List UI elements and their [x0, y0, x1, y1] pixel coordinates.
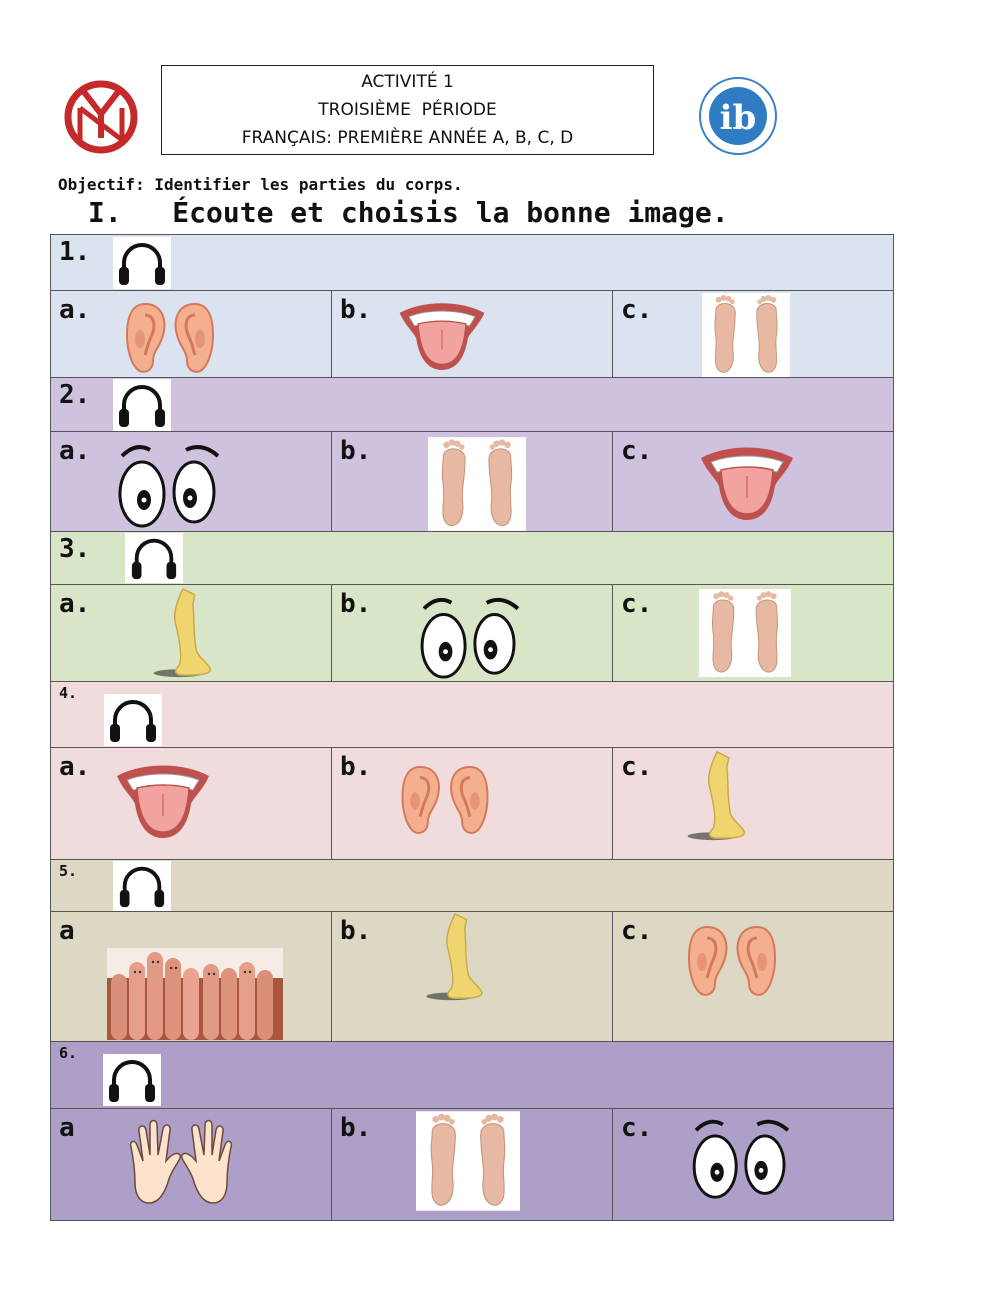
option-b[interactable] [332, 432, 613, 532]
option-a[interactable] [51, 432, 332, 532]
question-row-6 [51, 1042, 894, 1109]
answer-row-3 [51, 585, 894, 682]
option-label: a [59, 916, 75, 946]
leg-icon [681, 750, 755, 844]
answer-row-6 [51, 1109, 894, 1221]
option-label: c. [621, 916, 653, 946]
question-row-5 [51, 860, 894, 912]
option-c[interactable] [613, 291, 894, 378]
monogram-logo [62, 78, 140, 156]
course-title: FRANÇAIS: PREMIÈRE ANNÉE A, B, C, D [241, 128, 574, 148]
option-b[interactable] [332, 912, 613, 1042]
option-label: c. [621, 589, 653, 619]
activity-title: ACTIVITÉ 1 [361, 72, 454, 92]
option-label: c. [621, 752, 653, 782]
headphones-icon[interactable] [125, 533, 183, 583]
option-a[interactable] [51, 1109, 332, 1221]
option-b[interactable] [332, 748, 613, 860]
fingers-icon [107, 948, 283, 1040]
option-c[interactable] [613, 432, 894, 532]
option-label: a. [59, 295, 91, 325]
question-row-3 [51, 532, 894, 585]
ears-icon [123, 301, 223, 377]
option-c[interactable] [613, 585, 894, 682]
option-c[interactable] [613, 912, 894, 1042]
feet-icon [428, 437, 526, 531]
question-number: 3. [59, 534, 91, 564]
option-a[interactable] [51, 912, 332, 1042]
mouth-icon [396, 293, 488, 377]
leg-icon [420, 912, 492, 1004]
mouth-icon [113, 752, 213, 848]
title-box [161, 65, 654, 155]
option-label: b. [340, 916, 372, 946]
option-label: a [59, 1113, 75, 1143]
option-label: a. [59, 436, 91, 466]
option-c[interactable] [613, 1109, 894, 1221]
option-b[interactable] [332, 585, 613, 682]
headphones-icon[interactable] [113, 379, 171, 431]
ib-logo-text: ib [719, 98, 757, 138]
answer-row-5 [51, 912, 894, 1042]
headphones-icon[interactable] [103, 1054, 161, 1106]
option-a[interactable] [51, 748, 332, 860]
ib-world-school-logo [694, 75, 786, 157]
eyes-icon [113, 438, 225, 530]
eyes-icon [685, 1113, 797, 1201]
hands-icon [125, 1117, 237, 1207]
leg-icon [147, 587, 221, 681]
option-b[interactable] [332, 291, 613, 378]
option-b[interactable] [332, 1109, 613, 1221]
headphones-icon[interactable] [104, 694, 162, 746]
option-label: b. [340, 752, 372, 782]
option-label: a. [59, 589, 91, 619]
option-label: c. [621, 1113, 653, 1143]
question-number: 4. [59, 684, 78, 702]
question-row-2 [51, 378, 894, 432]
option-label: b. [340, 436, 372, 466]
question-number: 5. [59, 862, 78, 880]
answer-row-4 [51, 748, 894, 860]
question-number: 1. [59, 237, 91, 267]
option-a[interactable] [51, 585, 332, 682]
question-row-4 [51, 682, 894, 748]
objective-text: Objectif: Identifier les parties du corps. [58, 175, 463, 194]
option-label: b. [340, 589, 372, 619]
mouth-icon [697, 434, 797, 530]
period-title: TROISIÈME PÉRIODE [318, 100, 497, 120]
option-label: c. [621, 436, 653, 466]
section-title: I. Écoute et choisis la bonne image. [88, 196, 729, 229]
option-a[interactable] [51, 291, 332, 378]
option-label: b. [340, 1113, 372, 1143]
feet-icon [699, 588, 791, 678]
option-label: c. [621, 295, 653, 325]
answer-row-2 [51, 432, 894, 532]
activity-table [50, 234, 894, 1221]
headphones-icon[interactable] [113, 861, 171, 911]
eyes-icon [414, 591, 526, 681]
question-number: 2. [59, 380, 91, 410]
ears-icon [398, 764, 494, 838]
question-row-1 [51, 235, 894, 291]
answer-row-1 [51, 291, 894, 378]
feet-icon [701, 293, 791, 377]
headphones-icon[interactable] [113, 237, 171, 289]
feet-icon [416, 1111, 520, 1211]
option-label: b. [340, 295, 372, 325]
option-c[interactable] [613, 748, 894, 860]
option-label: a. [59, 752, 91, 782]
ears-icon [685, 924, 785, 1000]
question-number: 6. [59, 1044, 78, 1062]
